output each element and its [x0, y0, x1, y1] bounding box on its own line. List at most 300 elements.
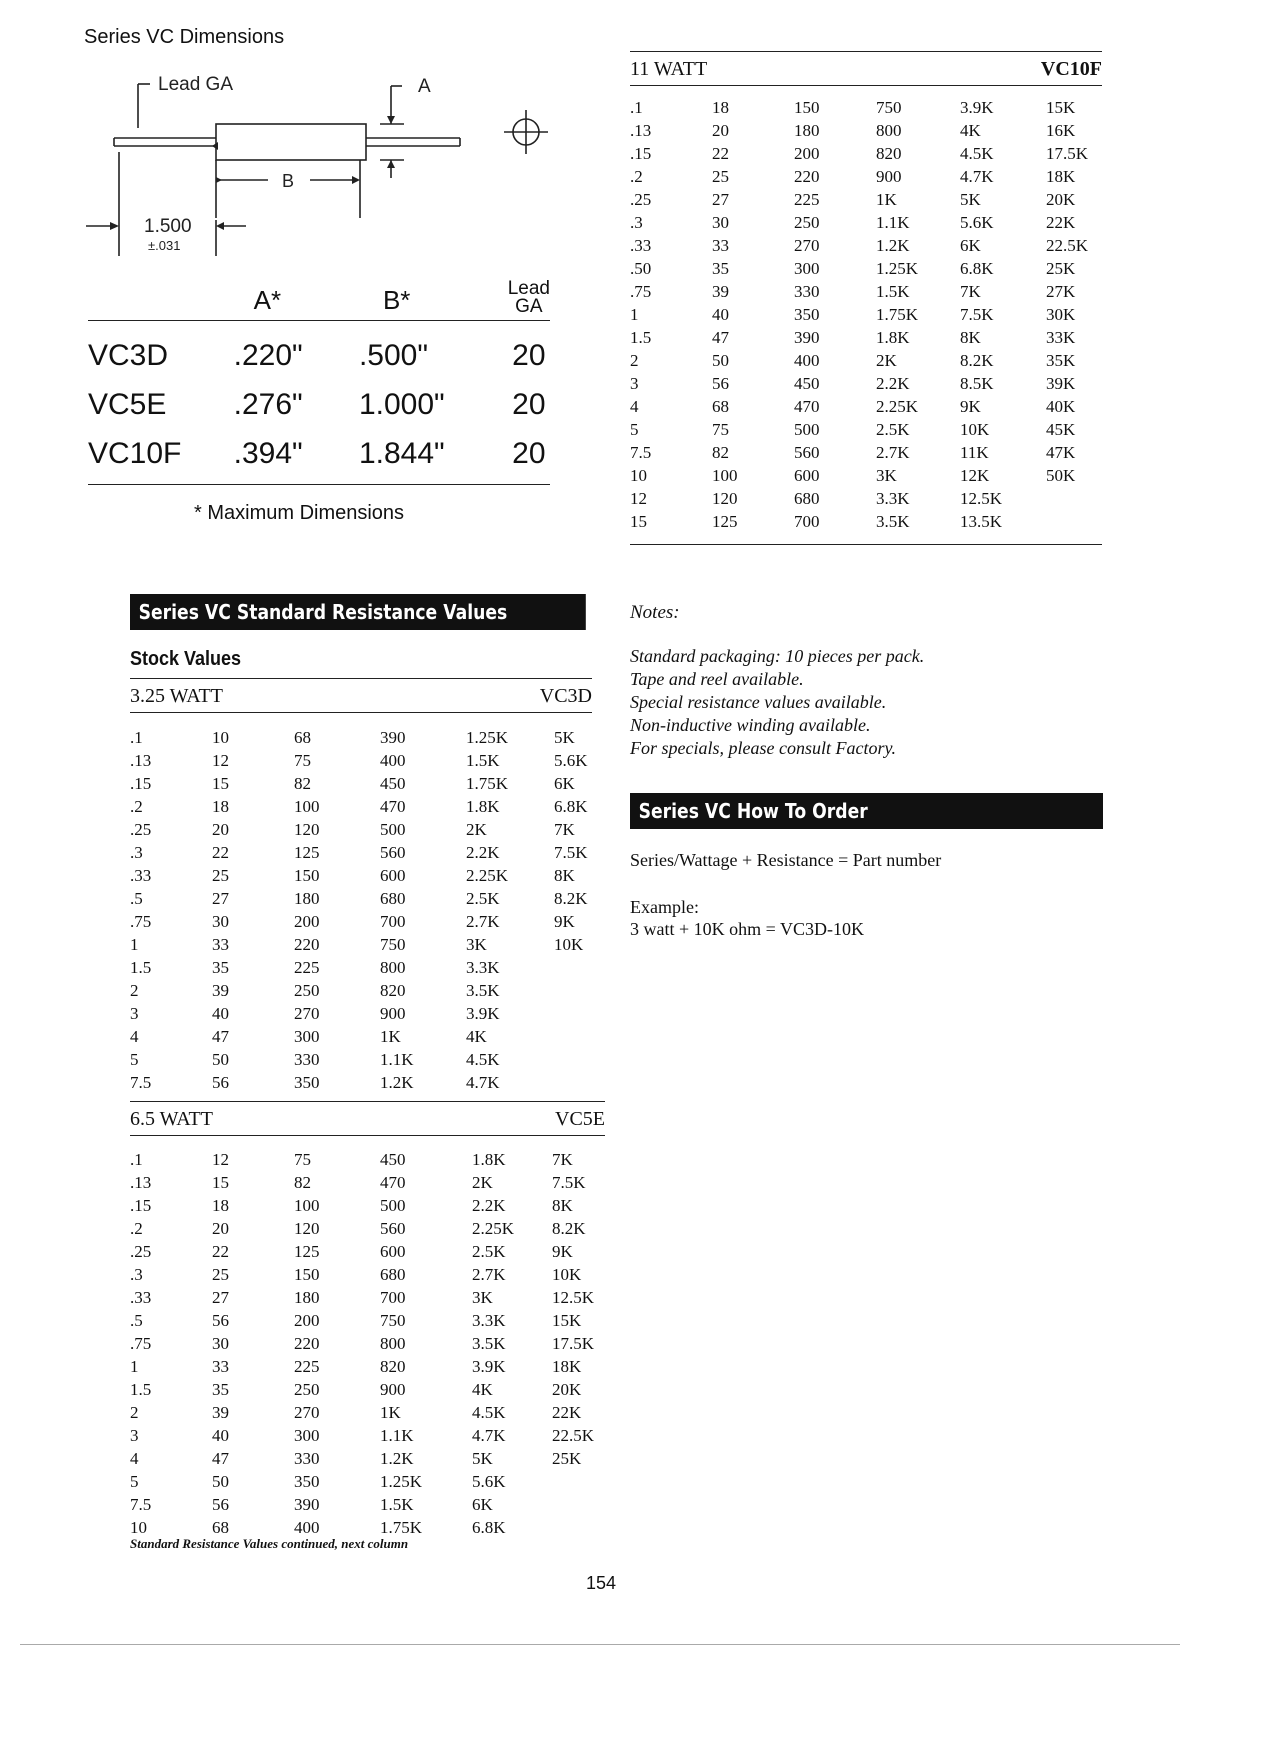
model-label: VC10F [1040, 58, 1102, 80]
resistance-value: 680 [380, 889, 406, 908]
resistance-value: .75 [130, 912, 152, 931]
resistance-value: .25 [130, 820, 152, 839]
continued-note: Standard Resistance Values continued, next column [130, 1536, 409, 1551]
resistance-value: 600 [380, 866, 406, 885]
resistance-value [1046, 512, 1102, 535]
resistance-value: .3 [630, 213, 643, 232]
b-cell: 1.000" [358, 387, 445, 421]
resistance-value: 35 [712, 259, 729, 278]
resistance-value: 6.8K [472, 1518, 506, 1537]
resistance-value: 7.5K [552, 1173, 586, 1192]
resistance-value: 68 [212, 1518, 229, 1537]
resistance-value: 750 [876, 98, 902, 117]
resistance-value: 18 [212, 797, 229, 816]
table-bottom-rule [630, 544, 1102, 545]
wattage-header-65w [130, 1108, 605, 1136]
resistance-value: 15K [552, 1311, 582, 1330]
table-row [88, 321, 550, 381]
resistance-value: 33 [212, 935, 229, 954]
resistance-value: 3.9K [960, 98, 994, 117]
resistance-value: 150 [794, 98, 820, 117]
resistance-value: 270 [294, 1004, 320, 1023]
resistance-value: 1.75K [380, 1518, 423, 1537]
resistance-value: 18 [712, 98, 729, 117]
resistance-value: 180 [294, 889, 320, 908]
resistance-value: 40K [1046, 397, 1076, 416]
resistance-value: 75 [712, 420, 729, 439]
resistance-value: 2K [876, 351, 897, 370]
resistance-value: 75 [294, 1150, 311, 1169]
resistance-value: 2.2K [876, 374, 910, 393]
resistance-value: 47 [712, 328, 729, 347]
how-to-order-banner: Series VC How To Order [630, 793, 1103, 829]
note-item: Standard packaging: 10 pieces per pack. [630, 646, 925, 666]
dimensions-title: Series VC Dimensions [84, 26, 285, 48]
resistance-grid-65w [130, 1150, 608, 1541]
resistance-value: 1.25K [466, 728, 509, 747]
resistance-value: 1.2K [876, 236, 910, 255]
resistance-value: 25 [712, 167, 729, 186]
resistance-value: 2.7K [466, 912, 500, 931]
resistance-value: 3.5K [466, 981, 500, 1000]
resistance-value: 200 [794, 144, 820, 163]
resistance-value: 12 [630, 489, 647, 508]
resistance-value: 56 [212, 1495, 229, 1514]
resistance-value: 7K [554, 820, 575, 839]
resistance-value: 680 [380, 1265, 406, 1284]
resistance-grid-325w [130, 728, 610, 1096]
dimensions-table [88, 280, 550, 485]
resistance-value: 8.2K [552, 1219, 586, 1238]
model-label: VC3D [539, 685, 592, 707]
resistance-value: 250 [294, 981, 320, 1000]
resistance-value [554, 981, 610, 1004]
resistance-value: 3K [466, 935, 487, 954]
resistance-value: .75 [130, 1334, 152, 1353]
resistance-value: .3 [130, 843, 143, 862]
dimension-a-label: A [418, 76, 431, 97]
resistance-value: 7K [960, 282, 981, 301]
resistance-value: .3 [130, 1265, 143, 1284]
resistance-value: 82 [294, 774, 311, 793]
resistance-value: 20 [212, 820, 229, 839]
resistance-grid-11w [630, 98, 1102, 535]
resistance-value: 560 [794, 443, 820, 462]
resistance-value: 2K [472, 1173, 493, 1192]
resistance-value: 33 [212, 1357, 229, 1376]
dimensions-footnote: * Maximum Dimensions [194, 502, 405, 524]
resistance-value: 5K [472, 1449, 493, 1468]
resistance-value: 56 [212, 1073, 229, 1092]
resistance-value: 1.75K [876, 305, 919, 324]
notes-title: Notes: [630, 602, 680, 623]
resistance-value: 2.7K [472, 1265, 506, 1284]
model-cell: VC5E [88, 387, 167, 421]
resistance-value: 4 [130, 1449, 139, 1468]
resistance-value: 2.5K [472, 1242, 506, 1261]
lead-cell: 20 [512, 338, 546, 372]
resistance-value: 20K [1046, 190, 1076, 209]
resistance-value: .75 [630, 282, 652, 301]
resistance-value: 350 [294, 1073, 320, 1092]
resistance-value: 5.6K [472, 1472, 506, 1491]
resistance-value: 7.5 [630, 443, 652, 462]
resistance-value: 11K [960, 443, 989, 462]
resistance-value: 10K [960, 420, 990, 439]
resistance-value: 2.5K [466, 889, 500, 908]
resistance-value: 40 [212, 1426, 229, 1445]
resistance-value: 390 [380, 728, 406, 747]
resistance-value: 3.9K [472, 1357, 506, 1376]
resistance-value: 20 [712, 121, 729, 140]
resistance-value: 800 [380, 958, 406, 977]
resistance-value: 13.5K [960, 512, 1003, 531]
resistance-value: 39 [212, 981, 229, 1000]
resistance-value: 9K [960, 397, 981, 416]
table-top-rule [130, 1101, 605, 1102]
resistance-value [554, 1027, 610, 1050]
order-formula: Series/Wattage + Resistance = Part number [630, 850, 942, 870]
resistance-value: 30K [1046, 305, 1076, 324]
resistance-value: .2 [130, 1219, 143, 1238]
table-row [88, 429, 550, 485]
resistance-value: 8.5K [960, 374, 994, 393]
resistance-value: 50K [1046, 466, 1076, 485]
resistance-value: 10 [130, 1518, 147, 1537]
resistance-value: 270 [294, 1403, 320, 1422]
resistance-value: 390 [794, 328, 820, 347]
resistance-value: 300 [294, 1027, 320, 1046]
resistance-value: .15 [130, 774, 152, 793]
resistance-value: 20 [212, 1219, 229, 1238]
length-label: 1.500 [144, 216, 192, 237]
resistance-value: .25 [630, 190, 652, 209]
resistance-value: 9K [552, 1242, 573, 1261]
note-item: For specials, please consult Factory. [630, 738, 896, 758]
resistance-value: 1.2K [380, 1449, 414, 1468]
resistance-value: .2 [630, 167, 643, 186]
resistance-value: 2.5K [876, 420, 910, 439]
resistance-value: 7K [552, 1150, 573, 1169]
resistance-value: 4.5K [960, 144, 994, 163]
resistance-value: 75 [294, 751, 311, 770]
resistance-value: 5K [554, 728, 575, 747]
resistance-value: 12.5K [552, 1288, 595, 1307]
resistance-value: 10K [552, 1265, 582, 1284]
resistance-value [554, 958, 610, 981]
resistance-value: 300 [794, 259, 820, 278]
resistance-value: 68 [712, 397, 729, 416]
resistance-value: 200 [294, 912, 320, 931]
resistance-value: 4.7K [472, 1426, 506, 1445]
table-top-rule [630, 51, 1102, 52]
resistance-value: 800 [380, 1334, 406, 1353]
resistance-value: 470 [794, 397, 820, 416]
resistance-value: 120 [294, 1219, 320, 1238]
resistance-value: 56 [712, 374, 729, 393]
lead-cell: 20 [512, 387, 546, 421]
resistance-value: 7.5 [130, 1495, 152, 1514]
notes-list [630, 645, 924, 760]
resistance-value: 22K [1046, 213, 1076, 232]
resistance-value: 400 [294, 1518, 320, 1537]
resistance-value: 68 [294, 728, 311, 747]
dimensions-header-row [88, 280, 550, 321]
resistance-value: 1.5K [876, 282, 910, 301]
resistance-value: 1.5 [630, 328, 652, 347]
resistance-value: 3 [130, 1426, 139, 1445]
resistance-value: 330 [794, 282, 820, 301]
resistance-value: 50 [712, 351, 729, 370]
resistance-value: 35K [1046, 351, 1076, 370]
resistance-value: 180 [294, 1288, 320, 1307]
resistance-value: .1 [630, 98, 643, 117]
resistance-value: 1.5 [130, 958, 152, 977]
resistance-value: 500 [794, 420, 820, 439]
resistor-dimension-drawing [86, 70, 566, 260]
resistance-value: 470 [380, 1173, 406, 1192]
resistance-value: 22 [212, 843, 229, 862]
resistance-value: 3 [630, 374, 639, 393]
resistance-value: 330 [294, 1449, 320, 1468]
resistance-value: 4K [466, 1027, 487, 1046]
resistance-value: .15 [130, 1196, 152, 1215]
resistance-value: 7.5K [960, 305, 994, 324]
resistance-value: 180 [794, 121, 820, 140]
resistance-value: 12 [212, 751, 229, 770]
resistance-value [552, 1518, 608, 1541]
resistance-value: 250 [794, 213, 820, 232]
resistance-value: .1 [130, 728, 143, 747]
resistance-value: 400 [380, 751, 406, 770]
resistance-value: 1 [630, 305, 639, 324]
resistance-value: 25K [552, 1449, 582, 1468]
resistance-value: 40 [712, 305, 729, 324]
b-cell: 1.844" [359, 429, 508, 485]
resistance-value: 120 [712, 489, 738, 508]
resistance-value: 270 [794, 236, 820, 255]
resistance-value [552, 1495, 608, 1518]
resistance-value: 2.2K [472, 1196, 506, 1215]
model-header [88, 280, 234, 321]
resistance-value: .25 [130, 1242, 152, 1261]
resistance-value [552, 1472, 608, 1495]
resistance-value: 12K [960, 466, 990, 485]
resistance-value: 750 [380, 1311, 406, 1330]
resistance-value: 12 [212, 1150, 229, 1169]
a-cell: .276" [233, 387, 303, 421]
resistance-value: 8.2K [960, 351, 994, 370]
resistance-value: 100 [712, 466, 738, 485]
resistance-value: 4.7K [960, 167, 994, 186]
resistance-value: 15 [630, 512, 647, 531]
standard-values-banner: Series VC Standard Resistance Values [130, 594, 586, 630]
resistance-value: 1K [380, 1403, 401, 1422]
resistance-value: 2 [130, 1403, 139, 1422]
resistance-value: 225 [794, 190, 820, 209]
resistance-value: .13 [630, 121, 652, 140]
page-number: 154 [586, 1573, 617, 1593]
resistance-value: 1 [130, 935, 139, 954]
stock-values-title: Stock Values [130, 648, 242, 670]
resistance-value: 40 [212, 1004, 229, 1023]
resistance-value: 390 [294, 1495, 320, 1514]
resistance-value: 18K [552, 1357, 582, 1376]
resistance-value: 800 [876, 121, 902, 140]
resistance-value: 500 [380, 1196, 406, 1215]
resistance-value: 3K [876, 466, 897, 485]
resistance-value: 25 [212, 1265, 229, 1284]
resistance-value: 2 [630, 351, 639, 370]
resistance-value: 100 [294, 1196, 320, 1215]
order-example: 3 watt + 10K ohm = VC3D-10K [630, 919, 864, 939]
resistance-value [554, 1050, 610, 1073]
resistance-value: 600 [794, 466, 820, 485]
resistance-value: 47 [212, 1027, 229, 1046]
resistance-value: 150 [294, 866, 320, 885]
resistance-value: 6K [554, 774, 575, 793]
model-cell: VC3D [88, 338, 169, 372]
resistance-value: 330 [294, 1050, 320, 1069]
resistance-value: 125 [294, 1242, 320, 1261]
note-item: Tape and reel available. [630, 669, 804, 689]
resistance-value: 3.5K [472, 1334, 506, 1353]
resistance-value: 5 [130, 1472, 139, 1491]
resistance-value: 47 [212, 1449, 229, 1468]
resistance-value: 1.5 [130, 1380, 152, 1399]
resistance-value: 18K [1046, 167, 1076, 186]
resistance-value: .33 [130, 866, 152, 885]
resistance-value: 1 [130, 1357, 139, 1376]
lead-ga-header: Lead GA [508, 280, 550, 321]
resistance-value: 8K [554, 866, 575, 885]
resistance-value: 2K [466, 820, 487, 839]
resistance-value: 1K [380, 1027, 401, 1046]
resistance-value: 220 [794, 167, 820, 186]
resistance-value: 27K [1046, 282, 1076, 301]
resistance-value: 750 [380, 935, 406, 954]
resistance-value: 2.7K [876, 443, 910, 462]
resistance-value: 560 [380, 1219, 406, 1238]
resistance-value: 7.5 [130, 1073, 152, 1092]
resistance-value: 350 [794, 305, 820, 324]
resistance-value [554, 1004, 610, 1027]
resistance-value: 4.5K [466, 1050, 500, 1069]
resistance-value: 125 [712, 512, 738, 531]
resistance-value: 1.8K [876, 328, 910, 347]
resistance-value: 250 [294, 1380, 320, 1399]
resistance-value: 3K [472, 1288, 493, 1307]
resistance-value: .1 [130, 1150, 143, 1169]
resistance-value: 22.5K [552, 1426, 595, 1445]
resistance-value: 200 [294, 1311, 320, 1330]
resistance-value: 22 [712, 144, 729, 163]
resistance-value: 5 [130, 1050, 139, 1069]
resistance-value: 27 [212, 1288, 229, 1307]
resistance-value: 16K [1046, 121, 1076, 140]
resistance-value: 225 [294, 1357, 320, 1376]
resistance-value: 3.3K [466, 958, 500, 977]
resistance-value: 22 [212, 1242, 229, 1261]
resistance-value: 2.25K [472, 1219, 515, 1238]
resistance-value: 47K [1046, 443, 1076, 462]
resistance-value: 700 [380, 1288, 406, 1307]
resistance-value: 33 [712, 236, 729, 255]
resistance-value: .5 [130, 889, 143, 908]
resistance-value: .15 [630, 144, 652, 163]
resistance-value: 6.8K [960, 259, 994, 278]
model-label: VC5E [555, 1108, 605, 1130]
resistance-value: 18 [212, 1196, 229, 1215]
resistance-value: 27 [712, 190, 729, 209]
tolerance-label: ±.031 [148, 238, 181, 253]
resistance-value: 30 [212, 912, 229, 931]
resistance-value: 1.1K [380, 1050, 414, 1069]
resistance-value: .33 [630, 236, 652, 255]
resistance-value: 5.6K [960, 213, 994, 232]
resistance-value: 400 [794, 351, 820, 370]
resistance-value: 25K [1046, 259, 1076, 278]
a-cell: .220" [233, 338, 303, 372]
resistance-value: 1.1K [380, 1426, 414, 1445]
resistance-value: 125 [294, 843, 320, 862]
resistance-value: 12.5K [960, 489, 1003, 508]
resistance-value: 8.2K [554, 889, 588, 908]
resistance-value: 82 [712, 443, 729, 462]
resistance-value: 3.9K [466, 1004, 500, 1023]
resistance-value: 25 [212, 866, 229, 885]
resistance-value: 39 [712, 282, 729, 301]
resistance-value: .2 [130, 797, 143, 816]
resistance-value: 4K [960, 121, 981, 140]
resistance-value: .13 [130, 1173, 152, 1192]
resistance-value: 4.7K [466, 1073, 500, 1092]
wattage-header-11w [630, 58, 1102, 86]
resistance-value: 820 [876, 144, 902, 163]
resistance-value: 900 [380, 1380, 406, 1399]
resistance-value: 15 [212, 1173, 229, 1192]
resistance-value: 680 [794, 489, 820, 508]
resistance-value: 2.2K [466, 843, 500, 862]
resistance-value: 39K [1046, 374, 1076, 393]
resistance-value: 1.8K [466, 797, 500, 816]
resistance-value: 2.25K [876, 397, 919, 416]
resistance-value: 220 [294, 935, 320, 954]
a-header: A* [234, 280, 359, 321]
resistance-value: 35 [212, 958, 229, 977]
resistance-value: 120 [294, 820, 320, 839]
resistance-value: 50 [212, 1472, 229, 1491]
resistance-value: 5.6K [554, 751, 588, 770]
note-item: Non-inductive winding available. [630, 715, 871, 735]
resistance-value: 1.75K [466, 774, 509, 793]
resistance-value: 17.5K [552, 1334, 595, 1353]
resistance-value: 8K [552, 1196, 573, 1215]
b-header: B* [359, 280, 508, 321]
resistance-value [554, 1073, 610, 1096]
resistance-value: 150 [294, 1265, 320, 1284]
resistance-value: 6K [960, 236, 981, 255]
model-cell: VC10F [88, 429, 234, 485]
resistance-value: 450 [380, 774, 406, 793]
resistance-value: 8K [960, 328, 981, 347]
resistance-value: 450 [794, 374, 820, 393]
dimension-b-label: B [282, 171, 295, 191]
resistance-value: 82 [294, 1173, 311, 1192]
resistance-value: 10 [630, 466, 647, 485]
resistance-value: 10 [212, 728, 229, 747]
lead-ga-label: Lead GA [158, 74, 233, 95]
